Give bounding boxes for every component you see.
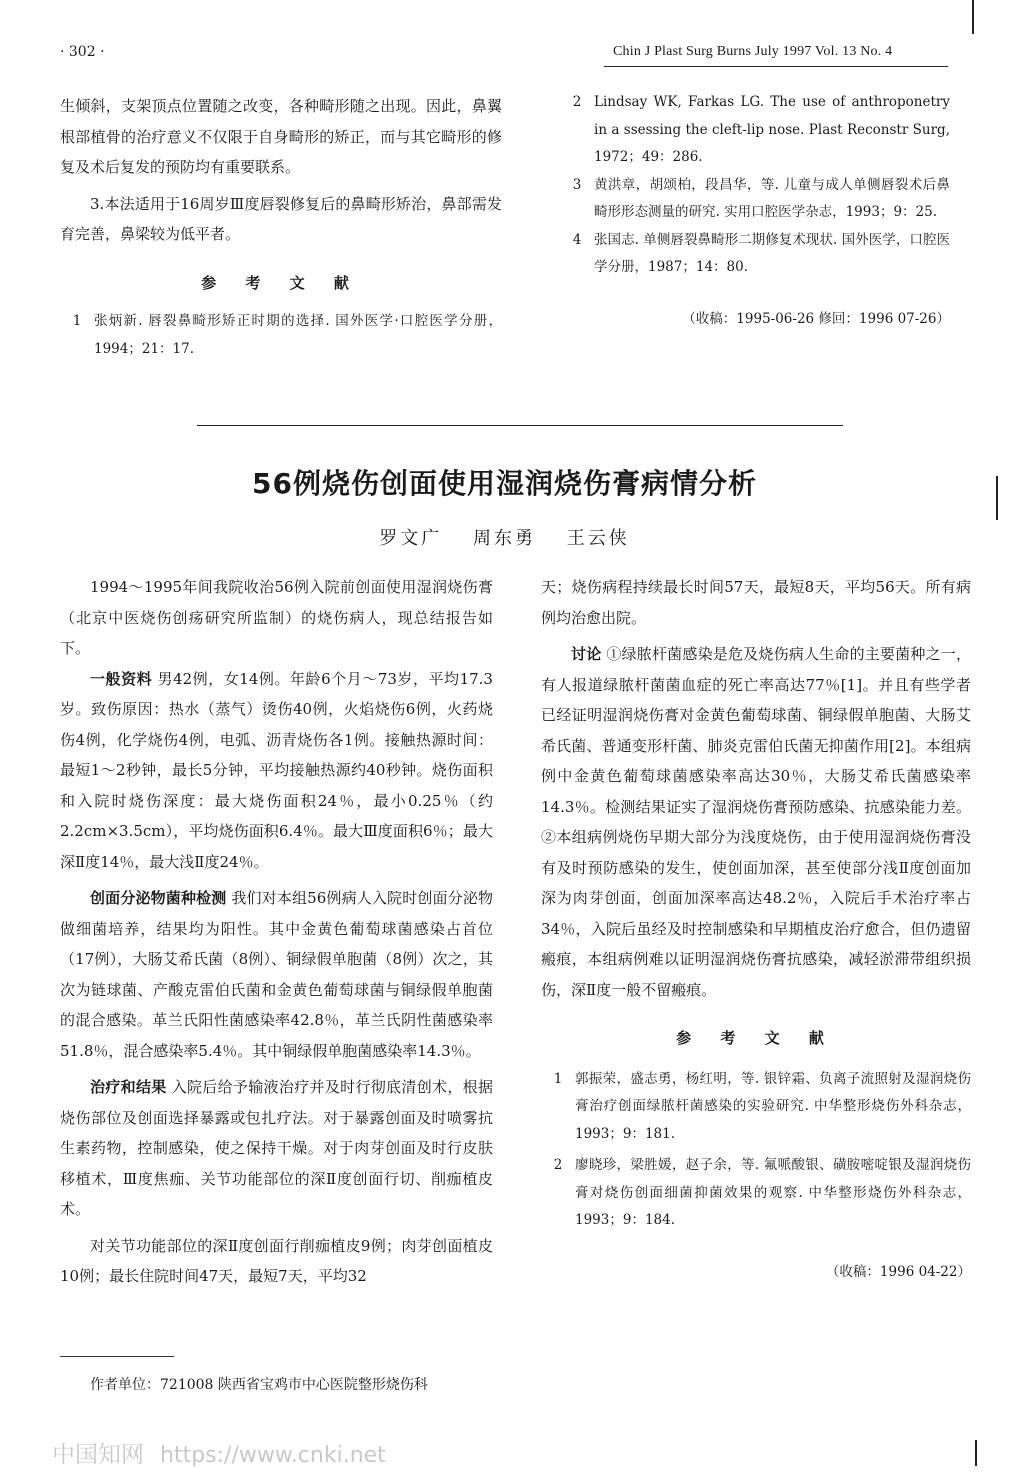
scan-edge-mark (972, 0, 974, 34)
ref-text: 黄洪章，胡颂柏，段昌华，等. 儿童与成人单侧唇裂术后鼻畸形形态测量的研究. 实用口腔医学杂志，1993；9：25. (594, 176, 950, 220)
section-lead: 治疗和结果 (90, 1078, 167, 1096)
prev-article-left (60, 91, 502, 363)
prev-paragraph: 3.本法适用于16周岁Ⅲ度唇裂修复后的鼻畸形矫治，鼻部需发育完善，鼻梁较为低平者。 (60, 194, 502, 243)
prev-article-right (560, 89, 950, 334)
cnki-logo: 中国知网 (52, 1442, 144, 1468)
article-right-column (541, 572, 971, 1287)
secretion-paragraph: 创面分泌物菌种检测 我们对本组56例病人入院时创面分泌物做细菌培养，结果均为阳性。其中金黄色葡萄球菌感染占首位（17例），大肠艾希氏菌（8例）、铜绿假单胞菌（8例）次之，其次为链球菌、产酸克雷伯氏菌和金黄色葡萄球菌与铜绿假单胞菌的混合感染。革兰氏阳性菌感染率42.8％，革兰氏阴性菌感染率51.8％，混合感染率5.4％。其中铜绿假单胞菌感染率14.3％。 (60, 889, 493, 1060)
ref-number: 2 (553, 1157, 563, 1173)
section-lead: 讨论 (571, 645, 602, 663)
article-left-column (60, 572, 493, 1292)
ref-number: 1 (553, 1070, 563, 1087)
footnote-rule (60, 1356, 174, 1357)
article-title: 56例烧伤创面使用湿润烧伤膏病情分析 (252, 467, 757, 500)
scan-edge-mark (996, 476, 998, 520)
ref-number: 1 (72, 313, 82, 329)
ref-text: 张国志. 单侧唇裂鼻畸形二期修复术现状. 国外医学，口腔医学分册，1987；14：80. (594, 231, 950, 275)
journal-header: Chin J Plast Surg Burns July 1997 Vol. 13 No. 4 (613, 44, 893, 59)
section-lead: 一般资料 (90, 669, 153, 688)
prev-refs-heading: 参 考 文 献 (201, 273, 361, 292)
page-number: · 302 · (60, 44, 105, 60)
article-separator (197, 425, 843, 426)
prev-received-date: （收稿：1995-06-26 修回：1996 07-26） (682, 310, 950, 327)
header-rule (604, 66, 948, 67)
section-lead: 创面分泌物菌种检测 (90, 889, 227, 907)
refs-heading: 参 考 文 献 (676, 1029, 836, 1047)
treatment-paragraph: 治疗和结果 入院后给予输液治疗并及时行彻底清创术，根据烧伤部位及创面选择暴露或包扎疗法。对于暴露创面及时喷雾抗生素药物，控制感染，使之保持干燥。对于肉芽创面及时行皮肤移植术，Ⅲ度焦痂、关节功能部位的深Ⅱ度创面行切、削痂植皮术。 (60, 1078, 493, 1218)
cnki-watermark (52, 1436, 386, 1469)
ref-text: 张炳新. 唇裂鼻畸形矫正时期的选择. 国外医学·口腔医学分册，1994；21：17. (94, 313, 502, 357)
prev-ref-item (560, 89, 950, 172)
prev-ref-item (560, 172, 950, 227)
ref-text: Lindsay WK, Farkas LG. The use of anthroponetry in a ssessing the cleft-lip nose. Plast Reconstr Surg, 1972；49：286. (594, 94, 950, 165)
received-date: （收稿：1996 04-22） (825, 1263, 971, 1280)
ref-item (541, 1066, 971, 1149)
discussion-paragraph: 讨论 ①绿脓杆菌感染是危及烧伤病人生命的主要菌种之一，有人报道绿脓杆菌菌血症的死亡率高达77％[1]。并且有些学者已经证明湿润烧伤膏对金黄色葡萄球菌、铜绿假单胞菌、大肠艾希氏菌、普通变形杆菌、肺炎克雷伯氏菌无抑菌作用[2]。本组病例中金黄色葡萄球菌感染率高达30％，大肠艾希氏菌感染率14.3％。检测结果证实了湿润烧伤膏预防感染、抗感染能力差。②本组病例烧伤早期大部分为浅度烧伤，由于使用湿润烧伤膏没有及时预防感染的发生，使创面加深，甚至使部分浅Ⅱ度创面加深为肉芽创面，创面加深率高达48.2％，入院后手术治疗率占34％，入院后虽经及时控制感染和早期植皮治疗愈合，但仍遗留瘢痕，本组病例难以证明湿润烧伤膏抗感染，减轻淤滞带组织损伤，深Ⅱ度一般不留瘢痕。 (541, 645, 971, 999)
prev-ref-item (60, 308, 502, 363)
author-affiliation: 作者单位：721008 陕西省宝鸡市中心医院整形烧伤科 (90, 1377, 428, 1393)
prev-paragraph: 生倾斜，支架顶点位置随之改变，各种畸形随之出现。因此，鼻翼根部植骨的治疗意义不仅限于自身畸形的矫正，而与其它畸形的修复及术后复发的预防均有重要联系。 (60, 97, 502, 176)
intro-paragraph: 1994～1995年间我院收治56例入院前创面使用湿润烧伤膏（北京中医烧伤创疡研究所监制）的烧伤病人，现总结报告如下。 (60, 578, 493, 657)
ref-number: 2 (572, 94, 582, 110)
ref-text: 郭振荣，盛志勇，杨红明，等. 银锌霜、负离子流照射及湿润烧伤膏治疗创面绿脓杆菌感染的实验研究. 中华整形烧伤外科杂志，1993；9：181. (575, 1070, 971, 1142)
ref-text: 廖晓珍，梁胜媛，赵子余，等. 氟哌酸银、磺胺嘧啶银及湿润烧伤膏对烧伤创面细菌抑菌效果的观察. 中华整形烧伤外科杂志，1993；9：184. (575, 1157, 971, 1228)
scan-edge-mark (975, 1440, 977, 1466)
general-paragraph: 一般资料 男42例，女14例。年龄6个月～73岁，平均17.3岁。致伤原因：热水（蒸气）烫伤40例，火焰烧伤6例，火药烧伤4例，化学烧伤4例，电弧、沥青烧伤各1例。接触热源时间：最短1～2秒钟，最长5分钟，平均接触热源约40秒钟。烧伤面积和入院时烧伤深度：最大烧伤面积24％，最小0.25％（约2.2cm×3.5cm），平均烧伤面积6.4％。最大Ⅲ度面积6％；最大深Ⅱ度14％，最大浅Ⅱ度24％。 (60, 669, 493, 871)
ref-number: 3 (572, 176, 582, 193)
treatment-continued: 天；烧伤病程持续最长时间57天，最短8天，平均56天。所有病例均治愈出院。 (541, 578, 971, 627)
treatment-paragraph-2: 对关节功能部位的深Ⅱ度创面行削痂植皮9例；肉芽创面植皮10例；最长住院时间47天，最短7天，平均32 (60, 1236, 493, 1285)
cnki-url: https://www.cnki.net (160, 1443, 386, 1468)
prev-ref-item (560, 227, 950, 282)
ref-item (541, 1152, 971, 1235)
ref-number: 4 (572, 231, 582, 248)
article-authors: 罗文广 周东勇 王云侠 (379, 528, 630, 549)
